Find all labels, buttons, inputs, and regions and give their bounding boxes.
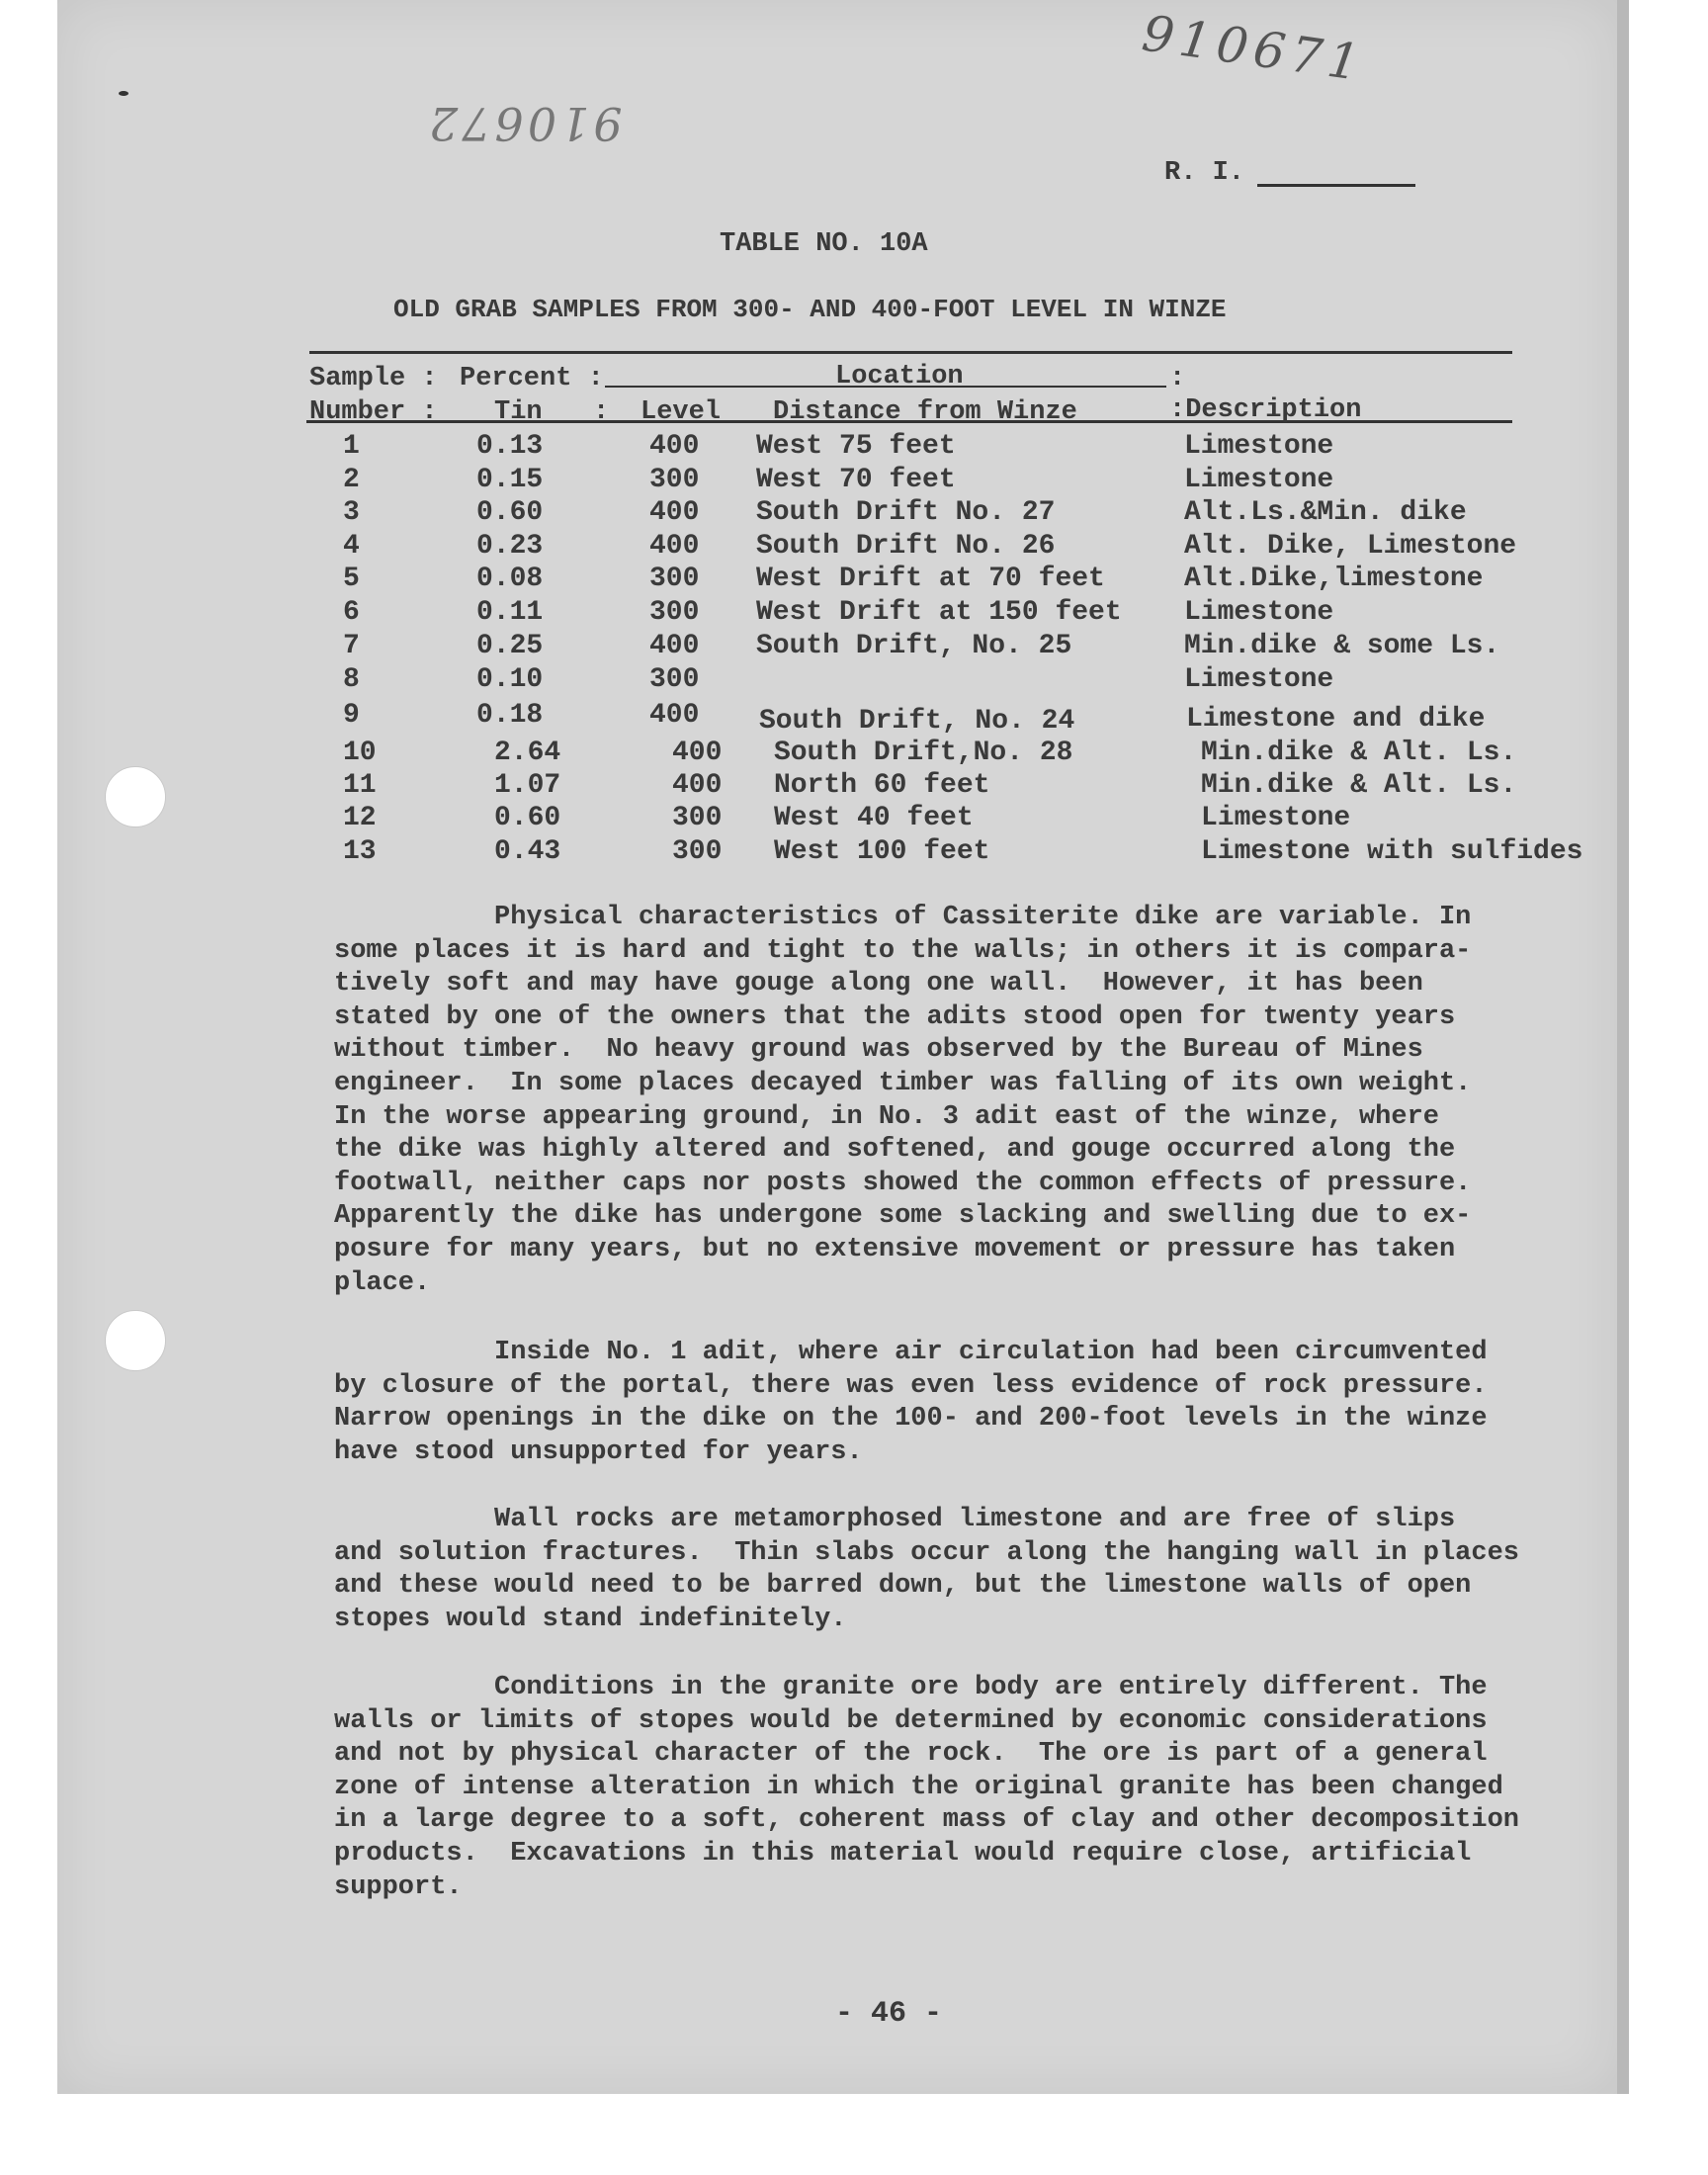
page-number: - 46 - (835, 1997, 943, 2031)
distance: West Drift at 70 feet (756, 564, 1105, 594)
percent-tin: 1.07 (494, 770, 561, 801)
level: 300 (649, 597, 700, 628)
percent-tin: 0.43 (494, 836, 561, 867)
sample-number: 9 (343, 700, 360, 731)
header-percent: Percent : (460, 364, 604, 393)
distance: South Drift, No. 24 (759, 706, 1075, 737)
sample-number: 1 (343, 431, 360, 462)
table-top-rule (309, 351, 1512, 354)
binder-hole (105, 1310, 166, 1371)
level: 400 (672, 770, 723, 801)
percent-tin: 0.25 (476, 631, 544, 661)
distance: West 100 feet (774, 836, 990, 867)
description: Limestone (1184, 664, 1334, 695)
level: 300 (672, 803, 723, 833)
description: Limestone with sulfides (1201, 836, 1583, 867)
table-row (0, 836, 1708, 870)
distance: South Drift No. 27 (756, 497, 1056, 528)
sample-number: 2 (343, 465, 360, 495)
percent-tin: 0.11 (476, 597, 544, 628)
sample-number: 13 (343, 836, 377, 867)
sample-number: 8 (343, 664, 360, 695)
sample-number: 11 (343, 770, 377, 801)
distance: West 70 feet (756, 465, 956, 495)
header-location-colon: : (1169, 364, 1186, 393)
table-row (0, 664, 1708, 698)
page-edge (1617, 0, 1629, 2094)
sample-number: 5 (343, 564, 360, 594)
percent-tin: 0.08 (476, 564, 544, 594)
distance: South Drift,No. 28 (774, 738, 1073, 768)
distance: South Drift, No. 25 (756, 631, 1072, 661)
header-level: Level (640, 397, 722, 427)
distance: West Drift at 150 feet (756, 597, 1122, 628)
description: Limestone (1201, 803, 1351, 833)
table-row (0, 431, 1708, 465)
description: Limestone (1184, 465, 1334, 495)
header-tin: Tin (494, 397, 543, 427)
percent-tin: 0.60 (494, 803, 561, 833)
sample-number: 10 (343, 738, 377, 768)
table-row (0, 497, 1708, 531)
table-row (0, 803, 1708, 836)
header-location: Location (835, 362, 964, 392)
table-row (0, 700, 1708, 737)
percent-tin: 0.18 (476, 700, 544, 731)
ri-blank-line (1257, 184, 1415, 187)
description: Limestone (1184, 431, 1334, 462)
table-subtitle: OLD GRAB SAMPLES FROM 300- AND 400-FOOT LEVEL IN WINZE (393, 295, 1227, 324)
description: Limestone (1184, 597, 1334, 628)
table-row (0, 531, 1708, 565)
paragraph-adit-one: Inside No. 1 adit, where air circulation had been circumvented by closure of the portal, there was even less evidence of rock pressure. Narrow openings in the dike on the 100- and 200-foot levels in the winze have stood unsupported for years. (334, 1338, 1488, 1467)
table-row (0, 564, 1708, 597)
description: Alt.Ls.&Min. dike (1184, 497, 1467, 528)
sample-number: 7 (343, 631, 360, 661)
level: 400 (649, 497, 700, 528)
distance: North 60 feet (774, 770, 990, 801)
table-row (0, 597, 1708, 631)
percent-tin: 0.60 (476, 497, 544, 528)
level: 400 (649, 431, 700, 462)
paragraph-cassiterite-dike: Physical characteristics of Cassiterite dike are variable. In some places it is hard and tight to the walls; in others it is compara- tively soft and may have gouge along one wall. However, it has been stated by one of the owners that the adits stood open for twenty years without timber. No heavy ground was observed by the Bureau of Mines engineer. In some places decayed timber was falling of its own weight. In the worse appearing ground, in No. 3 adit east of the winze, where the dike was highly altered and softened, and gouge occurred along the footwall, neither caps nor posts showed the common effects of pressure. Apparently the dike has undergone some slacking and swelling due to ex- posure for many years, but no extensive movement or pressure has taken place. (334, 903, 1472, 1298)
level: 400 (672, 738, 723, 768)
level: 300 (649, 465, 700, 495)
paragraph-granite-ore: Conditions in the granite ore body are entirely different. The walls or limits of stopes would be determined by economic considerations and not by physical character of the rock. The ore is part of a general zone of intense alteration in which the original granite has been changed in a large degree to a soft, coherent mass of clay and other decomposition products. Excavations in this material would require close, artificial support. (334, 1673, 1519, 1902)
level: 300 (649, 664, 700, 695)
description: Min.dike & some Ls. (1184, 631, 1500, 661)
description: Alt. Dike, Limestone (1184, 531, 1517, 562)
handwritten-number: 910671 (1139, 4, 1369, 93)
level: 300 (649, 564, 700, 594)
percent-tin: 0.15 (476, 465, 544, 495)
mirrored-stamp-number: 910672 (425, 97, 623, 150)
description: Limestone and dike (1186, 704, 1486, 735)
paragraph-wall-rocks: Wall rocks are metamorphosed limestone and are free of slips and solution fractures. Thin slabs occur along the hanging wall in places and these would need to be barred down, but the limestone walls of open stopes would stand indefinitely. (334, 1505, 1519, 1634)
header-description: :Description (1169, 395, 1362, 425)
header-distance: Distance from Winze (773, 397, 1077, 427)
description: Min.dike & Alt. Ls. (1201, 738, 1517, 768)
level: 400 (649, 700, 700, 731)
distance: West 40 feet (774, 803, 974, 833)
ink-speck (119, 91, 128, 96)
table-row (0, 738, 1708, 771)
percent-tin: 0.23 (476, 531, 544, 562)
table-title: TABLE NO. 10A (720, 229, 928, 259)
sample-number: 12 (343, 803, 377, 833)
percent-tin: 0.13 (476, 431, 544, 462)
table-row (0, 770, 1708, 804)
distance: South Drift No. 26 (756, 531, 1056, 562)
header-sample: Sample : (309, 364, 438, 393)
sample-number: 4 (343, 531, 360, 562)
level: 300 (672, 836, 723, 867)
distance: West 75 feet (756, 431, 956, 462)
table-row (0, 631, 1708, 664)
ri-label: R. I. (1164, 158, 1245, 188)
level: 400 (649, 631, 700, 661)
description: Min.dike & Alt. Ls. (1201, 770, 1517, 801)
table-row (0, 465, 1708, 498)
percent-tin: 2.64 (494, 738, 561, 768)
percent-tin: 0.10 (476, 664, 544, 695)
level: 400 (649, 531, 700, 562)
description: Alt.Dike,limestone (1184, 564, 1484, 594)
sample-number: 6 (343, 597, 360, 628)
sample-number: 3 (343, 497, 360, 528)
header-number: Number : (309, 397, 438, 427)
header-separator: : (593, 397, 610, 427)
